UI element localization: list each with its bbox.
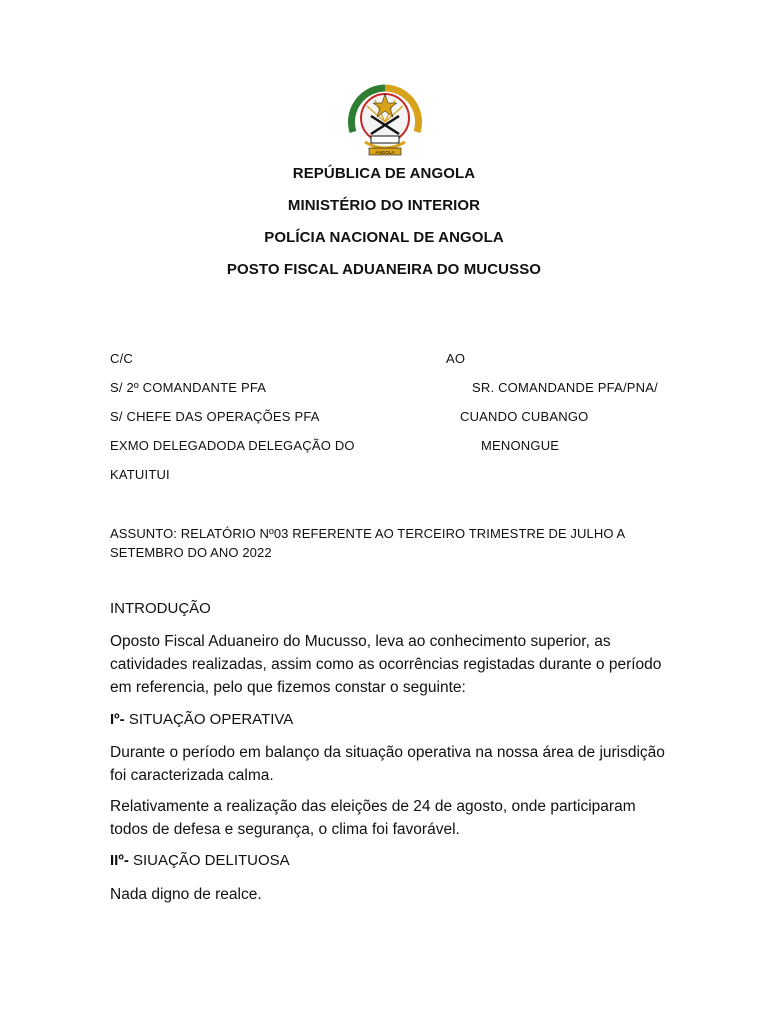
cc-line-1: S/ 2º COMANDANTE PFA [110,380,267,395]
section-2-heading [110,852,290,869]
cc-line-2: S/ CHEFE DAS OPERAÇÕES PFA [110,409,320,424]
header-post: POSTO FISCAL ADUANEIRA DO MUCUSSO [226,261,542,278]
header-republic: REPÚBLICA DE ANGOLA [292,165,476,182]
subject-line: ASSUNTO: RELATÓRIO Nº03 REFERENTE AO TERCEIRO TRIMESTRE DE JULHO A SETEMBRO DO ANO 2022 [110,526,625,560]
intro-paragraph: Oposto Fiscal Aduaneiro do Mucusso, leva ao conhecimento superior, as catividades realizadas, assim como as ocorrências registadas durante o período em referencia, pelo que fizemos constar o seguinte: [110,633,662,696]
to-line-1: SR. COMANDANDE PFA/PNA/ [472,380,658,395]
to-label: AO [446,351,466,366]
intro-heading: INTRODUÇÃO [110,600,211,617]
section-2-number: IIº- [110,852,129,869]
section-1-paragraph-2: Relativamente a realização das eleições de 24 de agosto, onde participaram todos de defesa e segurança, o clima foi favorável. [110,798,636,838]
section-1-heading [110,711,293,728]
header-ministry: MINISTÉRIO DO INTERIOR [287,197,481,214]
coat-of-arms-emblem [345,84,425,158]
cc-line-4: KATUITUI [110,467,170,482]
header-police: POLÍCIA NACIONAL DE ANGOLA [264,229,504,246]
section-1-number: Iº- [110,711,125,728]
to-line-2: CUANDO CUBANGO [460,409,589,424]
to-line-3: MENONGUE [481,438,560,453]
svg-text:ANGOLA: ANGOLA [375,149,395,155]
cc-label: C/C [110,351,133,366]
section-2-paragraph-1: Nada digno de realce. [110,886,262,903]
section-1-title: SITUAÇÃO OPERATIVA [128,711,294,728]
cc-line-3: EXMO DELEGADODA DELEGAÇÃO DO [110,438,355,453]
section-1-paragraph-1: Durante o período em balanço da situação operativa na nossa área de jurisdição foi caracterizada calma. [110,744,665,784]
section-2-title: SIUAÇÃO DELITUOSA [132,852,290,869]
